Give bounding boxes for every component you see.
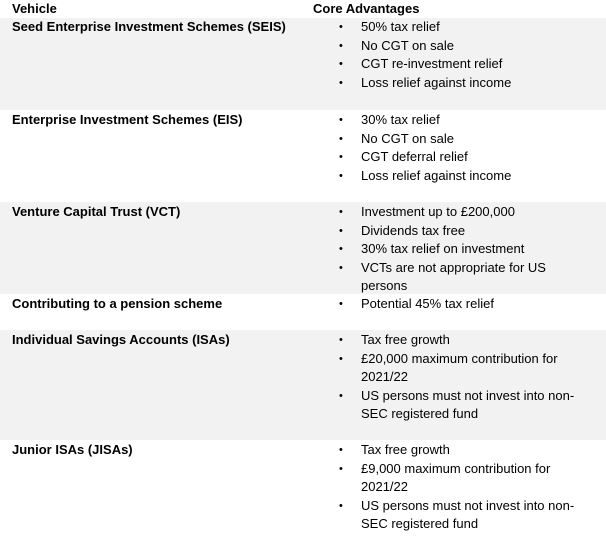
bullet-icon: • — [339, 169, 343, 182]
bullet-icon: • — [339, 151, 343, 163]
list-item — [335, 130, 585, 149]
list-item — [335, 331, 585, 350]
bullet-icon: • — [339, 206, 343, 218]
advantage-text: Loss relief against income — [361, 74, 512, 90]
bullet-icon: • — [339, 114, 343, 126]
advantage-text: Potential 45% tax relief — [361, 296, 494, 311]
list-item — [335, 350, 585, 387]
list-item — [335, 240, 585, 259]
header-core-advantages: Core Advantages — [313, 1, 420, 16]
list-item — [335, 148, 585, 167]
list-item — [335, 111, 585, 130]
vehicle-name: Venture Capital Trust (VCT) — [12, 204, 181, 219]
table-header — [0, 0, 606, 18]
list-item — [335, 18, 585, 37]
bullet-icon: • — [339, 132, 343, 145]
list-item — [335, 222, 585, 241]
list-item — [335, 460, 585, 497]
list-item — [335, 497, 585, 534]
list-item — [335, 441, 585, 460]
advantage-text: VCTs are not appropriate for US persons — [361, 259, 546, 293]
list-item — [335, 167, 585, 186]
list-item — [335, 203, 585, 222]
advantage-text: No CGT on sale — [361, 37, 454, 53]
bullet-icon: • — [339, 261, 343, 274]
advantages-list — [335, 331, 585, 424]
bullet-icon: • — [339, 499, 343, 512]
advantage-text: No CGT on sale — [361, 130, 454, 146]
list-item — [335, 55, 585, 74]
advantages-list — [335, 295, 585, 314]
advantage-text: £9,000 maximum contribution for 2021/22 — [361, 460, 551, 494]
advantages-list — [335, 111, 585, 185]
bullet-icon: • — [339, 76, 343, 89]
bullet-icon: • — [339, 39, 343, 52]
bullet-icon: • — [339, 352, 343, 365]
advantage-text: Tax free growth — [361, 442, 450, 457]
bullet-icon: • — [339, 444, 343, 456]
header-vehicle: Vehicle — [12, 1, 57, 16]
advantage-text: Loss relief against income — [361, 167, 512, 183]
bullet-icon: • — [339, 243, 343, 255]
advantage-text: 30% tax relief — [361, 112, 440, 127]
list-item — [335, 259, 585, 296]
bullet-icon: • — [339, 389, 343, 402]
advantage-text: CGT re-investment relief — [361, 56, 503, 71]
vehicle-name: Enterprise Investment Schemes (EIS) — [12, 112, 243, 127]
table-row-isas — [0, 330, 606, 440]
list-item — [335, 37, 585, 56]
bullet-icon: • — [339, 462, 343, 475]
table-row-jisas — [0, 440, 606, 537]
list-item — [335, 387, 585, 424]
list-item — [335, 295, 585, 314]
vehicle-name: Junior ISAs (JISAs) — [12, 442, 133, 457]
advantage-text: Dividends tax free — [361, 222, 466, 238]
vehicle-name: Seed Enterprise Investment Schemes (SEIS) — [12, 19, 286, 34]
bullet-icon: • — [339, 58, 343, 70]
table-row-pension — [0, 294, 606, 330]
advantage-text: Investment up to £200,000 — [361, 204, 515, 219]
advantage-text: Tax free growth — [361, 332, 450, 347]
advantages-list — [335, 441, 585, 534]
advantage-text: 30% tax relief on investment — [361, 241, 525, 256]
advantage-text: £20,000 maximum contribution for 2021/22 — [361, 350, 558, 384]
advantages-list — [335, 18, 585, 92]
advantage-text: 50% tax relief — [361, 19, 440, 34]
bullet-icon: • — [339, 21, 343, 33]
advantage-text: US persons must not invest into non-SEC registered fund — [361, 387, 575, 421]
list-item — [335, 74, 585, 93]
table-row-eis — [0, 110, 606, 202]
bullet-icon: • — [339, 334, 343, 346]
table-row-vct — [0, 202, 606, 294]
table-row-seis — [0, 18, 606, 110]
bullet-icon: • — [339, 298, 343, 310]
advantage-text: US persons must not invest into non-SEC registered fund — [361, 497, 575, 531]
advantage-text: CGT deferral relief — [361, 149, 468, 164]
bullet-icon: • — [339, 224, 343, 237]
vehicle-name: Contributing to a pension scheme — [12, 296, 223, 311]
advantages-list — [335, 203, 585, 296]
vehicle-name: Individual Savings Accounts (ISAs) — [12, 332, 230, 347]
